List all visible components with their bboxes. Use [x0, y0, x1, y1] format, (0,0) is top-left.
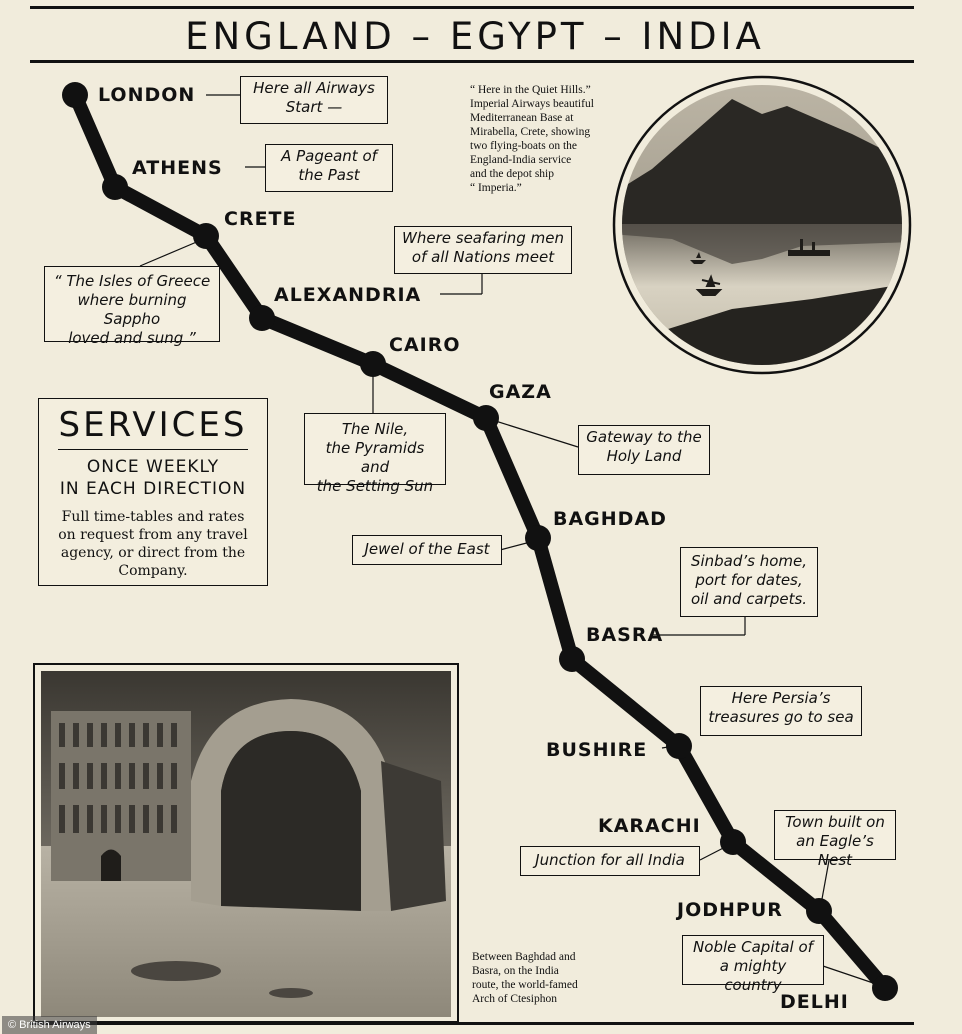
- city-label-jodhpur: JODHPUR: [677, 899, 783, 921]
- ctesiphon-caption: Between Baghdad and Basra, on the India route, the world-famed Arch of Ctesiphon: [472, 951, 578, 1005]
- stop-marker-gaza: [473, 405, 499, 431]
- note-bushire: Here Persia’s treasures go to sea: [700, 686, 862, 736]
- stop-marker-cairo: [360, 351, 386, 377]
- stop-marker-athens: [102, 174, 128, 200]
- page-title: ENGLAND – EGYPT – INDIA: [185, 15, 765, 58]
- services-frequency: ONCE WEEKLY IN EACH DIRECTION: [59, 457, 247, 500]
- stop-marker-delhi: [872, 975, 898, 1001]
- stop-marker-basra: [559, 646, 585, 672]
- city-label-bushire: BUSHIRE: [546, 739, 648, 761]
- crete-photo-caption: “ Here in the Quiet Hills.” Imperial Airways beautiful Mediterranean Base at Mirabella, Crete, showing two flying-boats on the England-India service and the depot ship “ Imperia.”: [470, 84, 594, 194]
- note-london: Here all Airways Start —: [240, 76, 388, 124]
- note-crete: “ The Isles of Greece where burning Sappho loved and sung ”: [44, 266, 220, 342]
- note-gaza: Gateway to the Holy Land: [578, 425, 710, 475]
- services-title: SERVICES: [58, 405, 248, 445]
- city-label-alexandria: ALEXANDRIA: [274, 284, 422, 306]
- city-label-cairo: CAIRO: [389, 334, 461, 356]
- city-label-london: LONDON: [98, 84, 196, 106]
- stop-marker-jodhpur: [806, 898, 832, 924]
- city-label-gaza: GAZA: [489, 381, 552, 403]
- stop-marker-crete: [193, 223, 219, 249]
- services-details: Full time-tables and rates on request from any travel agency, or direct from the Company.: [58, 509, 248, 580]
- note-delhi: Noble Capital of a mighty country: [682, 935, 824, 985]
- city-label-karachi: KARACHI: [598, 815, 701, 837]
- photo-credit: © British Airways: [2, 1016, 97, 1034]
- city-label-basra: BASRA: [586, 624, 664, 646]
- stop-marker-karachi: [720, 829, 746, 855]
- note-karachi: Junction for all India: [520, 846, 700, 876]
- note-basra: Sinbad’s home, port for dates, oil and carpets.: [680, 547, 818, 617]
- stop-marker-bushire: [666, 733, 692, 759]
- city-label-delhi: DELHI: [780, 991, 849, 1013]
- note-baghdad: Jewel of the East: [352, 535, 502, 565]
- ctesiphon-photo-frame: [33, 663, 459, 1023]
- note-cairo: The Nile, the Pyramids and the Setting Sun: [304, 413, 446, 485]
- stop-marker-baghdad: [525, 525, 551, 551]
- stop-marker-alexandria: [249, 305, 275, 331]
- city-label-baghdad: BAGHDAD: [553, 508, 667, 530]
- city-label-crete: CRETE: [224, 208, 297, 230]
- note-jodhpur: Town built on an Eagle’s Nest: [774, 810, 896, 860]
- services-box: [38, 398, 268, 586]
- note-alexandria: Where seafaring men of all Nations meet: [394, 226, 572, 274]
- note-athens: A Pageant of the Past: [265, 144, 393, 192]
- city-label-athens: ATHENS: [132, 157, 223, 179]
- ctesiphon-photo: [41, 671, 451, 1017]
- stop-marker-london: [62, 82, 88, 108]
- mirabella-photo: [612, 74, 912, 380]
- services-divider: [58, 449, 248, 450]
